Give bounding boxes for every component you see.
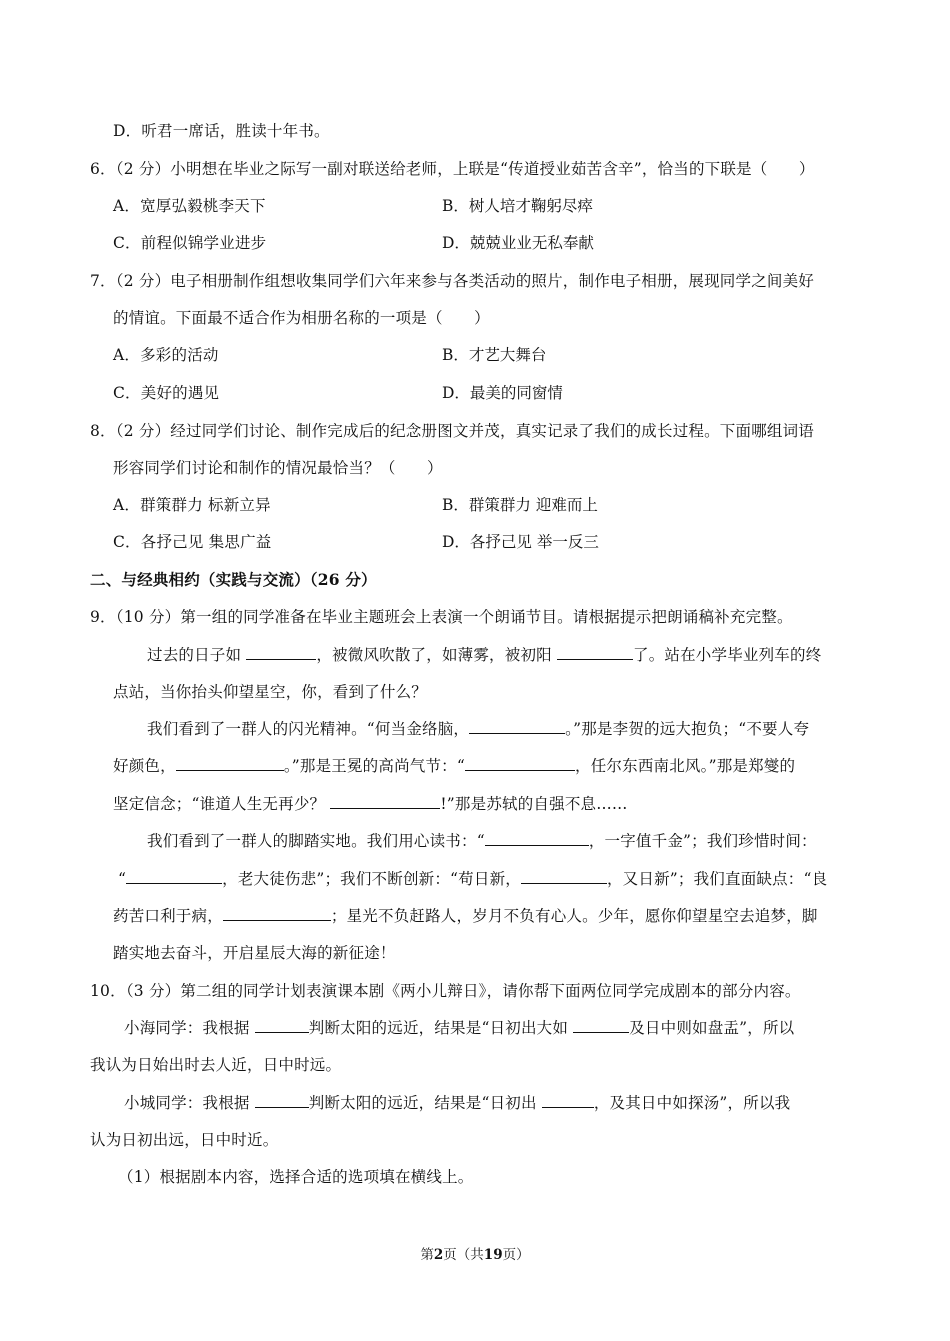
q9-para3-line2: “ ，老大徒伤悲”；我们不断创新：“苟日新， ，又日新”；我们直面缺点：“良 xyxy=(118,870,828,888)
fill-blank[interactable] xyxy=(246,644,316,660)
q9-para3-line1: 我们看到了一群人的脚踏实地。我们用心读书：“ ，一字值千金”；我们珍惜时间： xyxy=(147,832,817,850)
section-2-heading: 二、与经典相约（实践与交流）（26 分） xyxy=(90,570,377,589)
q9-para2-line2: 好颜色， 。”那是王冕的高尚气节：“ ，任尔东西南北风。”那是郑燮的 xyxy=(113,757,796,775)
fill-blank[interactable] xyxy=(126,868,222,884)
q7-option-a: A．多彩的活动 xyxy=(113,346,219,364)
q9-para1-line2: 点站，当你抬头仰望星空，你，看到了什么？ xyxy=(113,683,428,701)
q10-para1-line1: 小海同学：我根据 判断太阳的远近，结果是“日初出大如 及日中则如盘盂”，所以 xyxy=(124,1019,795,1037)
q8-option-a: A．群策群力 标新立异 xyxy=(113,496,271,514)
q10-stem: 10．（3 分）第二组的同学计划表演课本剧《两小儿辩日》，请你帮下面两位同学完成剧本的部分内容。 xyxy=(90,982,801,1000)
q10-para2-line2: 认为日初出远，日中时近。 xyxy=(90,1131,279,1149)
fill-blank[interactable] xyxy=(573,1017,629,1033)
q9-para2-line1: 我们看到了一群人的闪光精神。“何当金络脑， 。”那是李贺的远大抱负；“不要人夸 xyxy=(147,720,810,738)
page-number: 2 xyxy=(433,1247,444,1263)
q6-option-a: A．宽厚弘毅桃李天下 xyxy=(113,197,266,215)
q8-stem-line1: 8．（2 分）经过同学们讨论、制作完成后的纪念册图文并茂，真实记录了我们的成长过程。下面哪组词语 xyxy=(90,422,815,440)
fill-blank[interactable] xyxy=(176,755,284,771)
page-footer: 第2页（共19页） xyxy=(420,1247,530,1263)
q6-stem: 6．（2 分）小明想在毕业之际写一副对联送给老师，上联是“传道授业茹苦含辛”，恰当的下联是（ ） xyxy=(90,160,815,178)
q7-option-b: B．才艺大舞台 xyxy=(442,346,547,364)
q7-option-d: D．最美的同窗情 xyxy=(442,384,563,402)
fill-blank[interactable] xyxy=(542,1092,594,1108)
q7-stem-line1: 7．（2 分）电子相册制作组想收集同学们六年来参与各类活动的照片，制作电子相册，展现同学之间美好 xyxy=(90,272,815,290)
fill-blank[interactable] xyxy=(255,1017,309,1033)
q8-option-d: D．各抒己见 举一反三 xyxy=(442,533,599,551)
q6-option-b: B．树人培才鞠躬尽瘁 xyxy=(442,197,593,215)
fill-blank[interactable] xyxy=(330,793,440,809)
q7-option-c: C．美好的遇见 xyxy=(113,384,220,402)
page-total: 19 xyxy=(483,1247,503,1263)
fill-blank[interactable] xyxy=(557,644,633,660)
q8-stem-line2: 形容同学们讨论和制作的情况最恰当？（ ） xyxy=(113,459,443,477)
q6-option-d: D．兢兢业业无私奉献 xyxy=(442,234,594,252)
q10-sub1: （1）根据剧本内容，选择合适的选项填在横线上。 xyxy=(118,1168,474,1186)
q10-para1-line2: 我认为日始出时去人近，日中时远。 xyxy=(90,1056,342,1074)
q9-para2-line3: 坚定信念；“谁道人生无再少？ !”那是苏轼的自强不息…… xyxy=(113,795,628,813)
fill-blank[interactable] xyxy=(469,718,565,734)
fill-blank[interactable] xyxy=(485,830,589,846)
fill-blank[interactable] xyxy=(465,755,575,771)
fill-blank[interactable] xyxy=(223,905,331,921)
q9-stem: 9．（10 分）第一组的同学准备在毕业主题班会上表演一个朗诵节目。请根据提示把朗诵稿补充完整。 xyxy=(90,608,793,626)
q7-stem-line2: 的情谊。下面最不适合作为相册名称的一项是（ ） xyxy=(113,309,490,327)
q9-para3-line3: 药苦口利于病， ；星光不负赶路人，岁月不负有心人。少年，愿你仰望星空去追梦，脚 xyxy=(113,907,818,925)
q10-para2-line1: 小城同学：我根据 判断太阳的远近，结果是“日初出 ，及其日中如探汤”，所以我 xyxy=(124,1094,791,1112)
q8-option-b: B．群策群力 迎难而上 xyxy=(442,496,598,514)
fill-blank[interactable] xyxy=(255,1092,309,1108)
q8-option-c: C．各抒己见 集思广益 xyxy=(113,533,272,551)
q9-para3-line4: 踏实地去奋斗，开启星辰大海的新征途！ xyxy=(113,944,396,962)
q9-para1-line1: 过去的日子如 ，被微风吹散了，如薄雾，被初阳 了。站在小学毕业列车的终 xyxy=(147,646,822,664)
fill-blank[interactable] xyxy=(521,868,607,884)
q5-option-d: D．听君一席话，胜读十年书。 xyxy=(113,122,330,140)
q6-option-c: C．前程似锦学业进步 xyxy=(113,234,267,252)
